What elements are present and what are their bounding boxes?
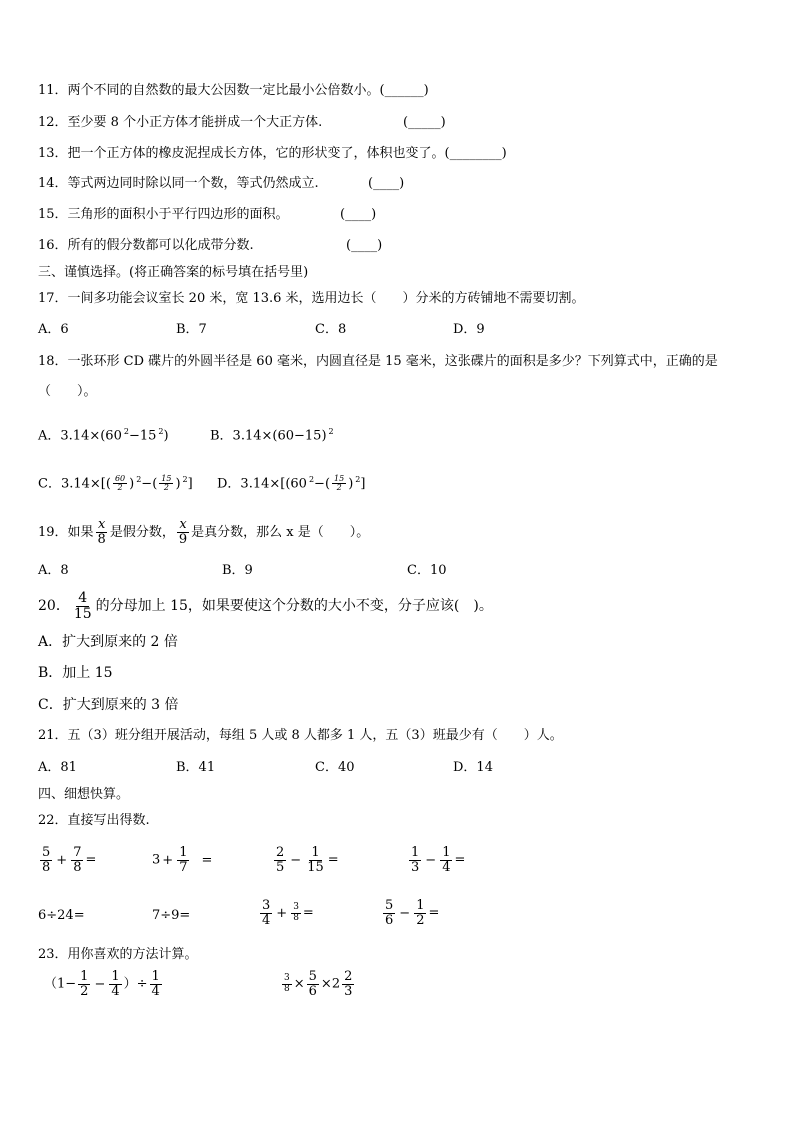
q19-fraction-2: $\frac{x}{9}$: [178, 517, 188, 547]
q22-calc-7: $\frac{3}{4}$ + $\frac{3}{8}$ =: [262, 898, 314, 928]
q19-fraction-1: $\frac{x}{8}$: [97, 517, 106, 547]
q18-d-end: ]: [360, 476, 366, 492]
question-18-line1: 18．一张环形 CD 碟片的外圆半径是 60 毫米，内圆直径是 15 毫米，这张碟片的面积是多少？下列算式中，正确的是: [38, 354, 718, 369]
q18-c-fraction-1: $\frac{60}{2}$: [114, 473, 126, 493]
q18-d-close: ): [348, 476, 354, 492]
question-20: [38, 589, 493, 623]
question-14: 14．等式两边同时除以同一个数，等式仍然成立.: [38, 176, 319, 191]
q19-option-a[interactable]: A．8: [38, 563, 69, 578]
q22-calc-6: 7÷9=: [152, 908, 191, 923]
q21-option-d[interactable]: D．14: [453, 760, 493, 775]
answer-blank-15[interactable]: (____): [340, 207, 377, 222]
q21-option-a[interactable]: A．81: [38, 760, 77, 775]
q19-suffix: 是真分数，那么 x 是（ ）。: [191, 525, 370, 540]
question-21: 21．五（3）班分组开展活动，每组 5 人或 8 人都多 1 人，五（3）班最少有（ ）人。: [38, 728, 563, 743]
q18-option-d[interactable]: [217, 468, 365, 496]
q18-a-expr-start: A．3.14×(60: [38, 428, 122, 444]
question-11: 11．两个不同的自然数的最大公因数一定比最小公倍数小。(______): [38, 83, 429, 98]
q18-a-exp1: 2: [123, 427, 129, 436]
q17-option-c[interactable]: C．8: [315, 322, 347, 337]
question-16: 16．所有的假分数都可以化成带分数.: [38, 238, 254, 253]
question-15: 15．三角形的面积小于平行四边形的面积。: [38, 207, 289, 222]
q17-option-b[interactable]: B．7: [176, 322, 207, 337]
q18-c-fraction-2: $\frac{15}{2}$: [161, 473, 172, 493]
q22-calc-8: $\frac{5}{6}$ − $\frac{1}{2}$ =: [385, 898, 440, 928]
q18-d-minus: −(: [314, 476, 331, 492]
q18-a-expr-mid: −15: [128, 428, 157, 444]
q23-calc-1: （1− $\frac{1}{2}$ − $\frac{1}{4}$ ）÷ $\frac{1}{4}$: [44, 969, 160, 999]
question-18-line2: （ ）。: [38, 384, 97, 399]
q18-d-expr-start: D．3.14×[(60: [217, 476, 307, 492]
q20-option-c[interactable]: C．扩大到原来的 3 倍: [38, 697, 179, 713]
q22-calc-3: $\frac{2}{5}$ − $\frac{1}{15}$ =: [276, 845, 339, 875]
q18-b-exp: 2: [328, 427, 334, 436]
q22-calc-2: 3 + $\frac{1}{7}$ =: [152, 845, 213, 875]
answer-blank-14[interactable]: (____): [368, 176, 405, 191]
q19-option-b[interactable]: B．9: [222, 563, 253, 578]
question-19: [38, 516, 369, 550]
q18-option-b[interactable]: [210, 423, 334, 445]
q18-d-exp2: 2: [355, 475, 361, 484]
q18-d-fraction: $\frac{15}{2}$: [334, 473, 345, 493]
answer-blank-16[interactable]: (____): [346, 238, 383, 253]
q18-option-a[interactable]: [38, 423, 169, 445]
q18-d-exp1: 2: [308, 475, 315, 484]
question-13: 13．把一个正方体的橡皮泥捏成长方体，它的形状变了，体积也变了。(________): [38, 146, 507, 161]
q19-mid: 是假分数，: [109, 525, 175, 540]
q22-calc-4: $\frac{1}{3}$ − $\frac{1}{4}$ =: [411, 845, 466, 875]
q18-c-close1: ): [129, 476, 135, 492]
q20-option-b[interactable]: B．加上 15: [38, 665, 113, 681]
q18-a-exp2: 2: [158, 427, 164, 436]
question-22-title: 22．直接写出得数.: [38, 813, 150, 828]
q18-c-minus: −(: [141, 476, 158, 492]
q20-fraction: $\frac{4}{15}$: [73, 589, 92, 622]
q19-option-c[interactable]: C．10: [407, 563, 447, 578]
section-3-heading: 三、谨慎选择。(将正确答案的标号填在括号里): [38, 265, 309, 280]
q22-calc-5: 6÷24=: [38, 908, 85, 923]
q21-option-c[interactable]: C．40: [315, 760, 355, 775]
q18-c-close2: ): [175, 476, 181, 492]
q18-c-exp1: 2: [136, 475, 142, 484]
q18-b-expr: B．3.14×(60−15): [210, 428, 327, 444]
q19-prefix: 19．如果: [38, 525, 94, 540]
q23-calc-2: $\frac{3}{8}$ × $\frac{5}{6}$ ×2 $\frac{2}{3}$: [284, 969, 353, 999]
q18-c-expr-start: C．3.14×[(: [38, 476, 111, 492]
question-17: 17．一间多功能会议室长 20 米，宽 13.6 米，选用边长（ ）分米的方砖铺地不需要切割。: [38, 291, 585, 306]
question-12: 12．至少要 8 个小正方体才能拼成一个大正方体.: [38, 115, 323, 130]
q21-option-b[interactable]: B．41: [176, 760, 216, 775]
question-23-title: 23．用你喜欢的方法计算。: [38, 947, 198, 962]
q18-option-c[interactable]: [38, 468, 193, 496]
section-4-heading: 四、细想快算。: [38, 787, 130, 802]
q22-calc-1: $\frac{5}{8}$ + $\frac{7}{8}$ =: [42, 845, 97, 875]
q20-prefix: 20．: [38, 598, 70, 614]
q20-option-a[interactable]: A．扩大到原来的 2 倍: [38, 634, 178, 650]
q18-c-end: ]: [187, 476, 193, 492]
q17-option-a[interactable]: A．6: [38, 322, 69, 337]
q18-a-expr-end: ): [163, 428, 169, 444]
q20-suffix: 的分母加上 15，如果要使这个分数的大小不变，分子应该( )。: [95, 598, 493, 614]
q18-c-exp2: 2: [182, 475, 188, 484]
answer-blank-12[interactable]: (_____): [403, 115, 446, 130]
q17-option-d[interactable]: D．9: [453, 322, 485, 337]
